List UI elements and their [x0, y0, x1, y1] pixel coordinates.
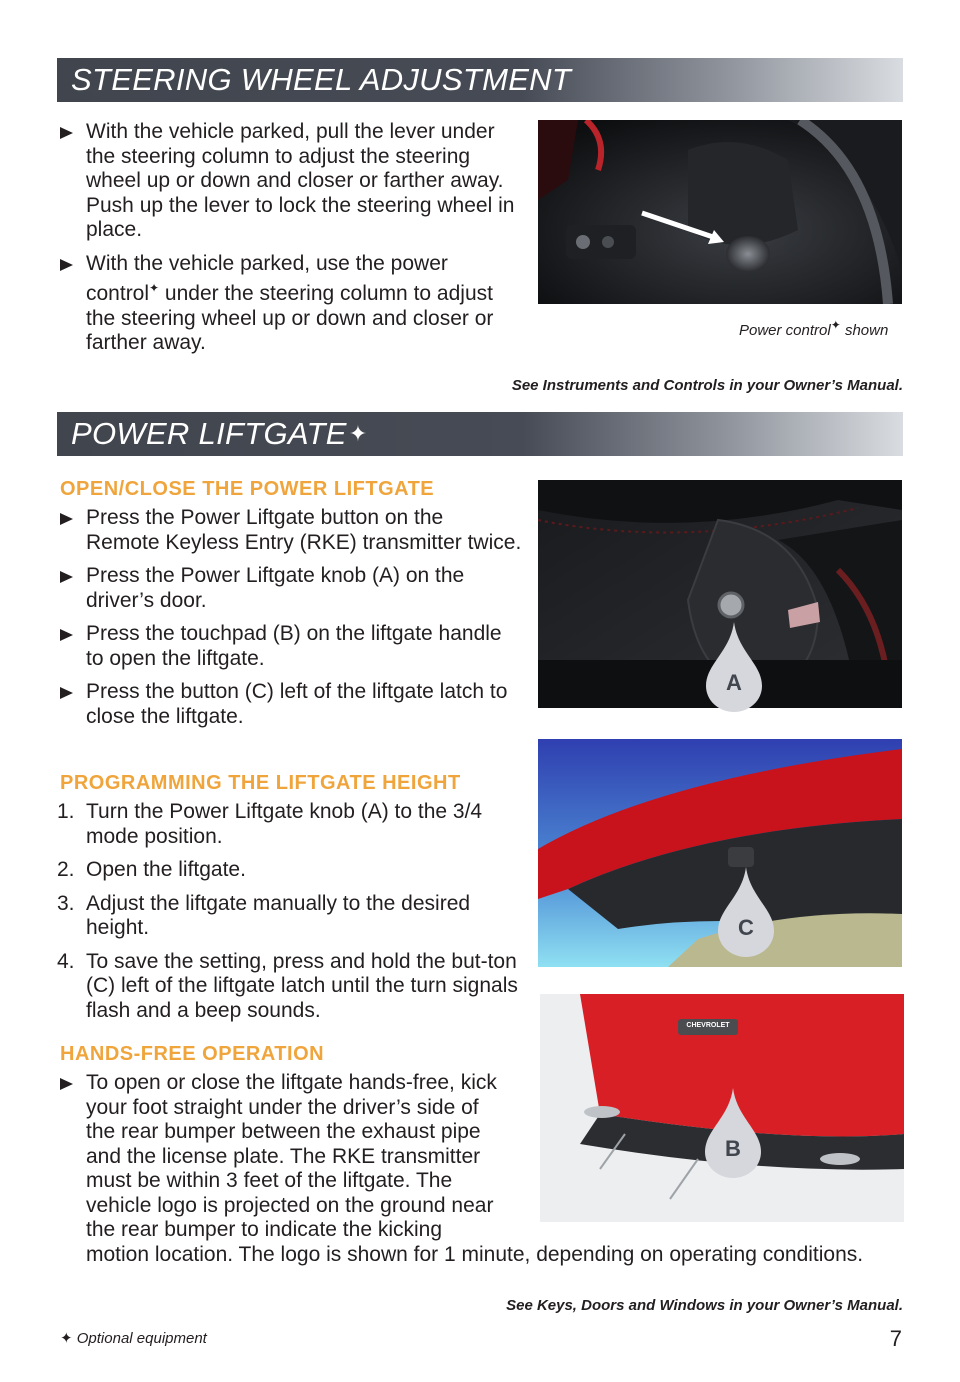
bullet-arrow-icon: [60, 1078, 73, 1090]
callout-c-label: C: [738, 915, 754, 940]
list-item: 3. Adjust the liftgate manually to the desired height.: [57, 891, 471, 939]
liftgate-manual-reference: See Keys, Doors and Windows in your Owner’s Manual.: [506, 1297, 903, 1314]
list-item: 4. To save the setting, press and hold the but-ton (C) left of the liftgate latch until the turn signals flash and a beep sounds.: [57, 949, 518, 1022]
optional-equipment-icon: ✦: [830, 318, 841, 332]
list-item: Press the Power Liftgate knob (A) on the driver’s door.: [57, 564, 522, 613]
list-item: 1. Turn the Power Liftgate knob (A) to the 3/4 mode position.: [57, 800, 483, 848]
list-item: With the vehicle parked, use the power control✦ under the steering column to adjust the steering wheel up or down and closer or farther away.: [57, 252, 522, 356]
steering-photo-caption: Power control✦ shown: [739, 318, 889, 339]
steering-instructions: [57, 120, 522, 365]
callout-c-marker: [716, 867, 776, 957]
steering-section-banner: [57, 58, 903, 102]
callout-b-label: B: [725, 1136, 741, 1161]
optional-equipment-icon: ✦: [149, 281, 160, 295]
list-item: Press the touchpad (B) on the liftgate handle to open the liftgate.: [57, 622, 522, 671]
callout-a-label: A: [726, 670, 742, 695]
callout-a-marker: [704, 622, 764, 712]
programming-steps: [57, 800, 522, 1032]
optional-equipment-icon: ✦: [348, 421, 368, 446]
steering-column-photo: [538, 120, 902, 304]
steering-manual-reference: See Instruments and Controls in your Owner’s Manual.: [511, 377, 903, 394]
liftgate-section-title: POWER LIFTGATE: [71, 416, 347, 451]
hands-free-heading: HANDS-FREE OPERATION: [60, 1043, 325, 1065]
open-close-heading: OPEN/CLOSE THE POWER LIFTGATE: [60, 478, 435, 500]
list-item: With the vehicle parked, pull the lever under the steering column to adjust the steering wheel up or down and closer or farther away. Push up the lever to lock the steering wheel in place.: [57, 120, 522, 243]
programming-heading: PROGRAMMING THE LIFTGATE HEIGHT: [60, 772, 461, 794]
open-close-list: [57, 506, 522, 738]
vehicle-badge-text: CHEVROLET: [686, 1022, 730, 1029]
hands-free-text: To open or close the liftgate hands-free, kick your foot straight under the driver’s side of the rear bumper between the exhaust pipe and the license plate. The RKE transmitter must be within 3 feet of the liftgate. The vehicle logo is projected on the ground near the rear bumper to indicate the kicking motion location. The logo is shown for 1 minute, depending on operating conditions.: [57, 1071, 917, 1267]
list-item: Press the button (C) left of the liftgate latch to close the liftgate.: [57, 680, 522, 729]
optional-equipment-footnote: ✦ Optional equipment: [60, 1330, 207, 1347]
list-item: Press the Power Liftgate button on the Remote Keyless Entry (RKE) transmitter twice.: [57, 506, 522, 555]
page-number: 7: [889, 1326, 902, 1351]
liftgate-section-banner: [57, 412, 903, 456]
optional-equipment-icon: ✦: [60, 1330, 73, 1347]
steering-section-title: STEERING WHEEL ADJUSTMENT: [71, 62, 572, 97]
callout-b-marker: [703, 1088, 763, 1178]
list-item: 2. Open the liftgate.: [57, 858, 246, 881]
